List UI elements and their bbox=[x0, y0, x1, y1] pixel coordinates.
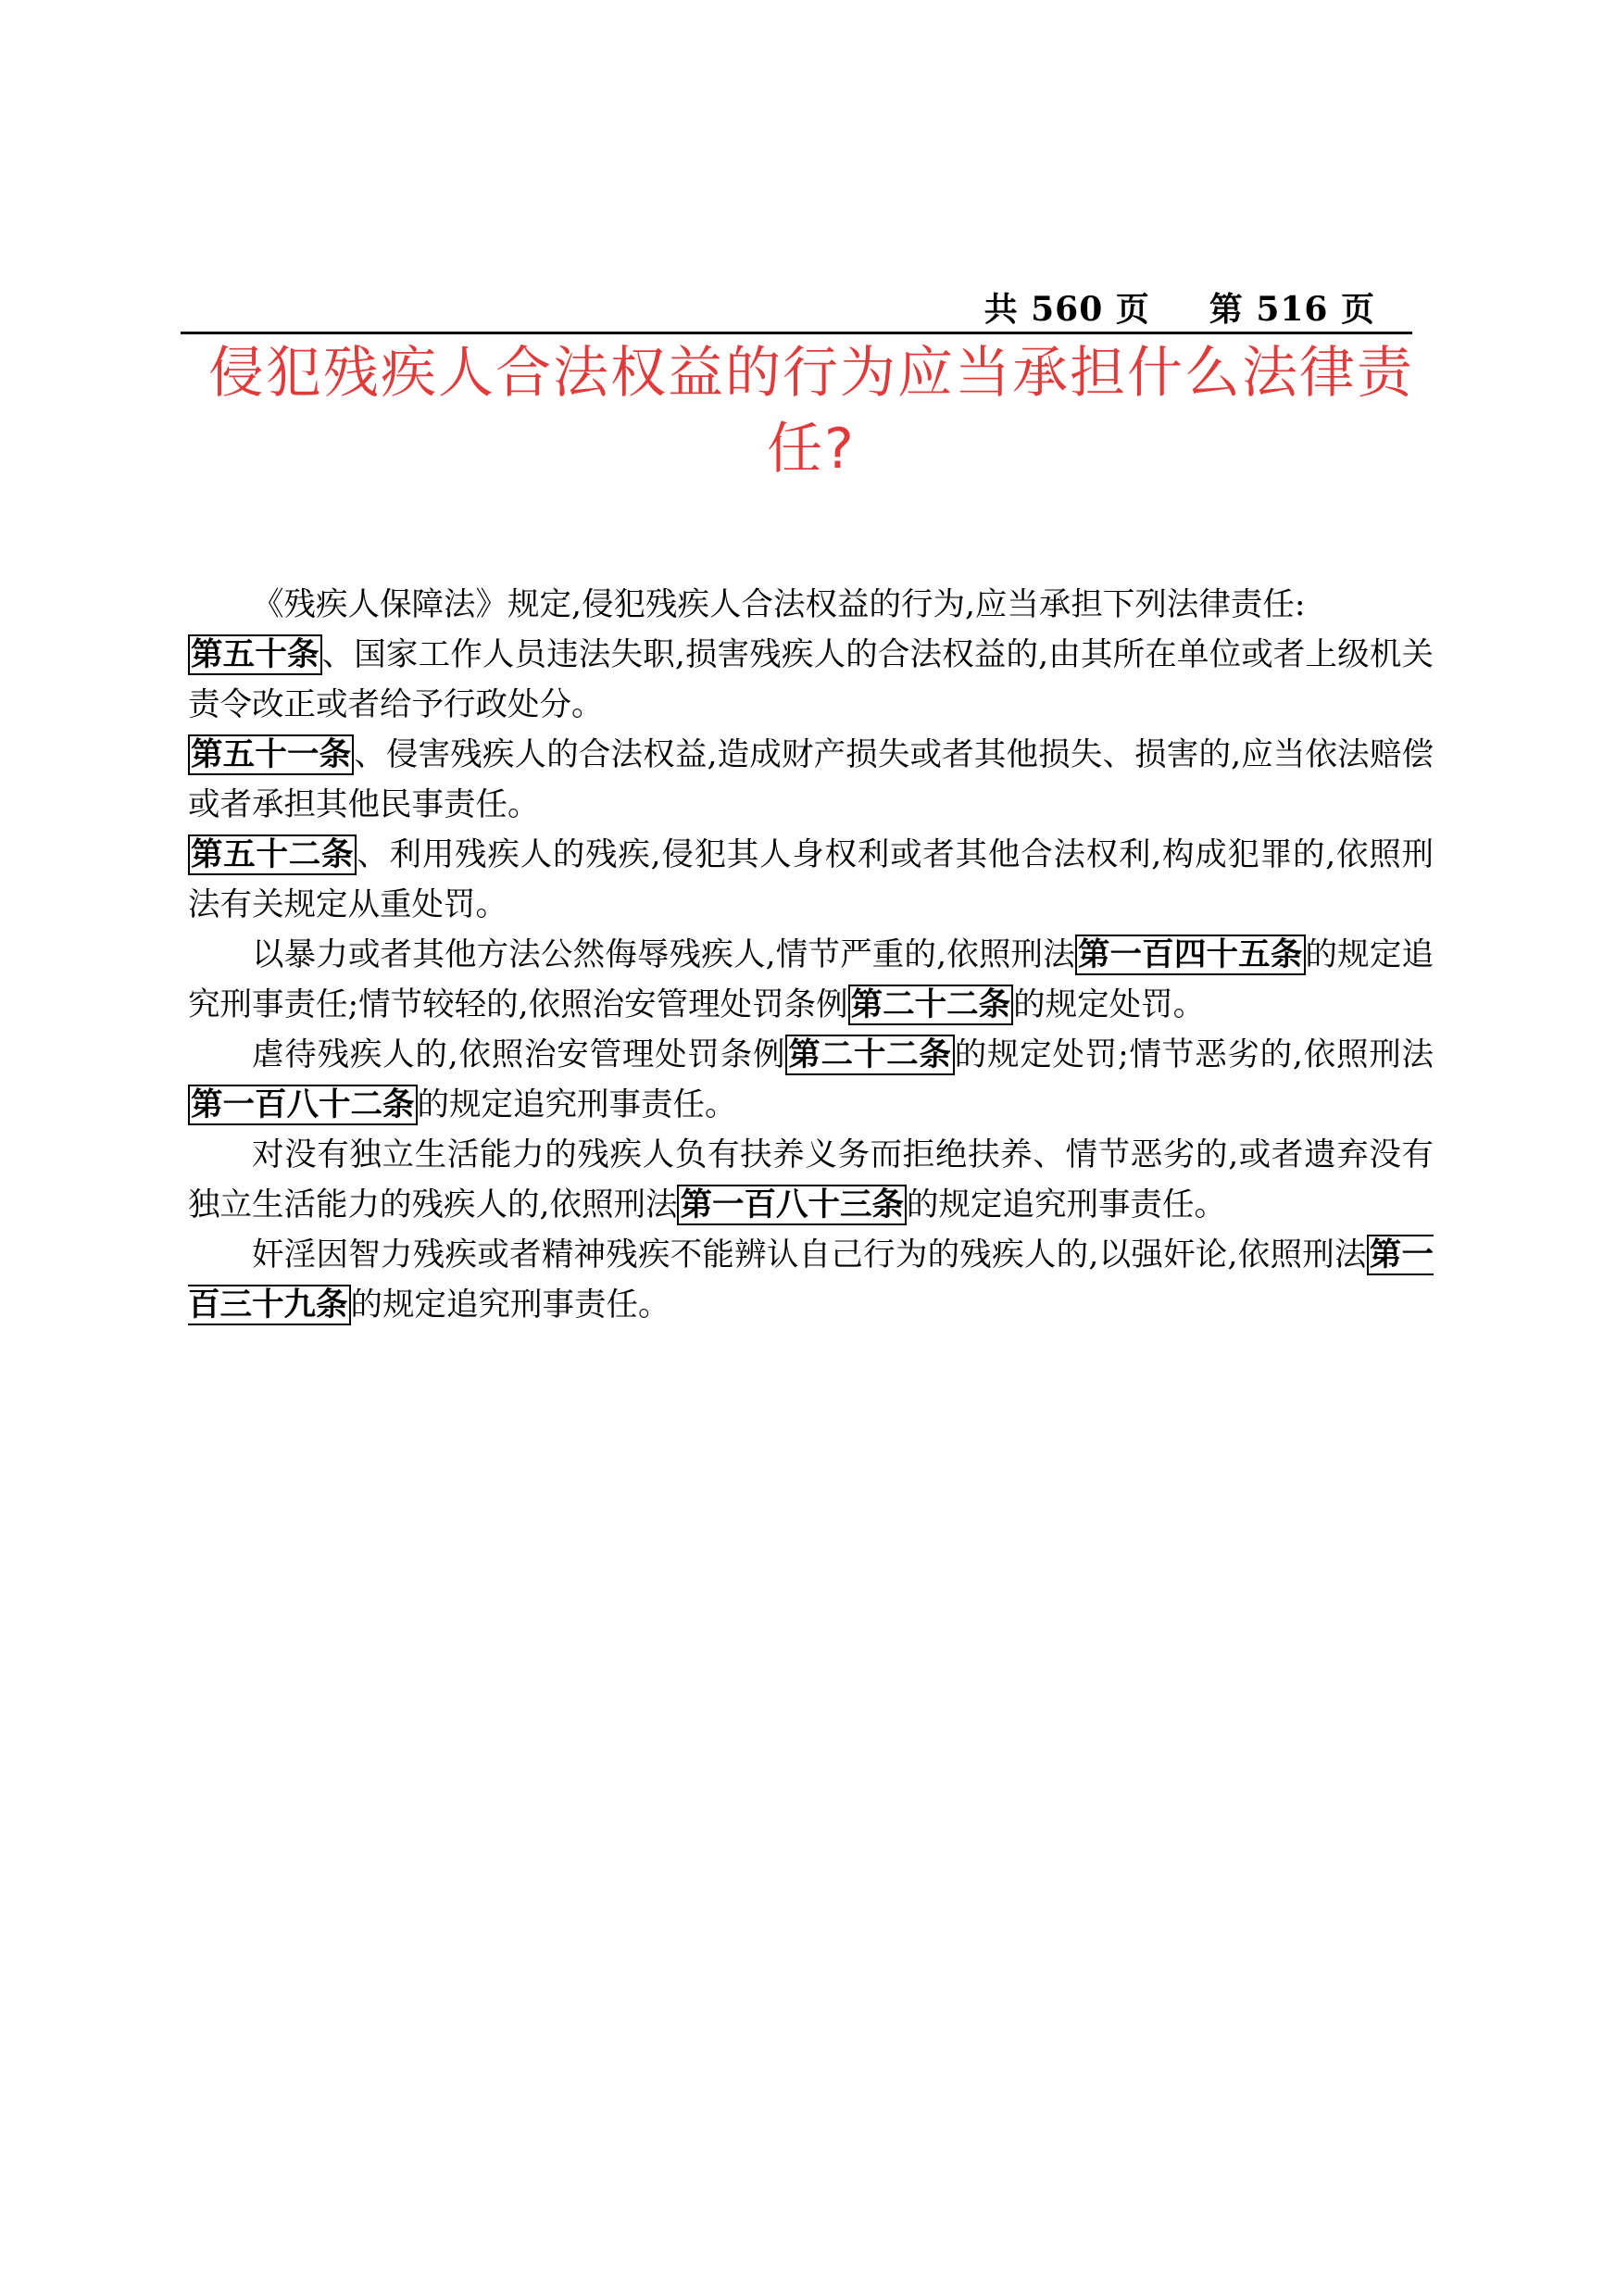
article-52-text: 、利用残疾人的残疾,侵犯其人身权利或者其他合法权利,构成犯罪的,依照刑法有关规定从重处罚。 bbox=[188, 836, 1434, 923]
security-rule-22-ref[interactable]: 第二十二条 bbox=[848, 985, 1014, 1025]
rape-text-2: 的规定追究刑事责任。 bbox=[350, 1286, 670, 1324]
intro-paragraph: 《残疾人保障法》规定,侵犯残疾人合法权益的行为,应当承担下列法律责任: bbox=[252, 586, 1306, 623]
abuse-text-1: 虐待残疾人的,依照治安管理处罚条例 bbox=[252, 1036, 786, 1073]
support-text-1: 对没有独立生活能力的残疾人负有扶养义务而拒绝扶养、情节恶劣的,或者遗弃没有独立生活能力的残疾人的,依照刑法 bbox=[188, 1136, 1434, 1223]
article-50-ref[interactable]: 第五十条 bbox=[188, 634, 322, 675]
current-page: 第 516 页 bbox=[1209, 290, 1375, 329]
document-body bbox=[188, 580, 1434, 1330]
rape-paragraph bbox=[188, 1230, 1434, 1330]
support-text-2: 的规定追究刑事责任。 bbox=[906, 1186, 1226, 1223]
criminal-law-183-ref[interactable]: 第一百八十三条 bbox=[677, 1185, 907, 1225]
page-count bbox=[984, 283, 1375, 331]
total-pages: 共 560 页 bbox=[983, 290, 1150, 329]
rape-text-1: 奸淫因智力残疾或者精神残疾不能辨认自己行为的残疾人的,以强奸论,依照刑法 bbox=[252, 1236, 1367, 1273]
criminal-law-139-ref[interactable]: 第一百三十九条 bbox=[188, 1236, 1434, 1324]
criminal-law-182-ref[interactable]: 第一百八十二条 bbox=[188, 1085, 418, 1125]
abuse-text-3: 的规定追究刑事责任。 bbox=[417, 1086, 737, 1123]
article-52-ref[interactable]: 第五十二条 bbox=[188, 834, 357, 875]
insult-text-2: 的规定追究刑事责任;情节较轻的,依照治安管理处罚条例 bbox=[188, 936, 1434, 1023]
document-title: 侵犯残疾人合法权益的行为应当承担什么法律责任? bbox=[208, 341, 1414, 482]
article-50-text: 、国家工作人员违法失职,损害残疾人的合法权益的,由其所在单位或者上级机关责令改正或者给予行政处分。 bbox=[188, 636, 1434, 723]
insult-paragraph bbox=[188, 930, 1434, 1030]
page-header bbox=[181, 278, 1412, 334]
article-51-ref[interactable]: 第五十一条 bbox=[188, 734, 354, 775]
insult-text-1: 以暴力或者其他方法公然侮辱残疾人,情节严重的,依照刑法 bbox=[252, 936, 1075, 973]
abuse-text-2: 的规定处罚;情节恶劣的,依照刑法 bbox=[954, 1036, 1434, 1073]
criminal-law-145-ref[interactable]: 第一百四十五条 bbox=[1075, 935, 1306, 975]
insult-text-3: 的规定处罚。 bbox=[1013, 986, 1206, 1023]
article-50-paragraph bbox=[188, 630, 1434, 730]
support-paragraph bbox=[188, 1130, 1434, 1230]
article-51-text: 、侵害残疾人的合法权益,造成财产损失或者其他损失、损害的,应当依法赔偿或者承担其他民事责任。 bbox=[188, 736, 1434, 823]
article-52-paragraph bbox=[188, 830, 1434, 930]
article-51-paragraph bbox=[188, 730, 1434, 830]
security-rule-22-ref-2[interactable]: 第二十二条 bbox=[785, 1035, 954, 1075]
abuse-paragraph bbox=[188, 1030, 1434, 1130]
